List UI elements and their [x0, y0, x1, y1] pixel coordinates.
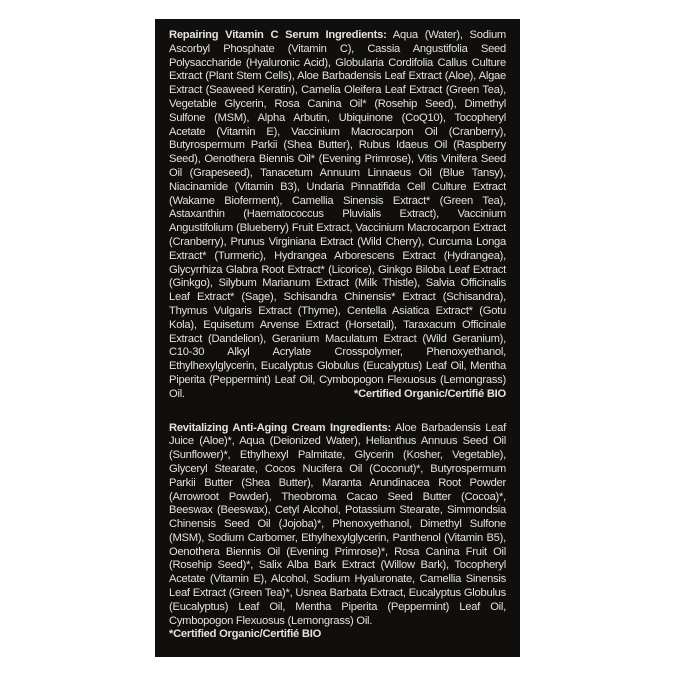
- cream-certified-organic-note: *Certified Organic/Certifié BIO: [169, 628, 322, 641]
- cream-section-title: Revitalizing Anti-Aging Cream Ingredients:: [169, 421, 391, 434]
- cream-ingredients-section: [169, 422, 506, 643]
- serum-ingredients-section: [169, 29, 506, 402]
- serum-certified-organic-note: *Certified Organic/Certifié BIO: [353, 387, 506, 400]
- serum-section-title: Repairing Vitamin C Serum Ingredients:: [169, 29, 387, 41]
- cream-ingredients-paragraph: [169, 422, 506, 629]
- cream-ingredients-text: Aloe Barbadensis Leaf Juice (Aloe)*, Aqua (Deionized Water), Helianthus Annuus Seed Oil (Sunflower)*, Ethylhexyl Palmitate, Glycerin (Kosher, Vegetable), Glyceryl Stearate, Cocos Nucifera Oil (Coconut)*, Butyrospermum Parkii Butter (Shea Butter), Maranta Arundinacea Root Powder (Arrowroot Powder), Theobroma Cacao Seed Butter (Cocoa)*, Beeswax (Beeswax), Cetyl Alcohol, Potassium Stearate, Simmondsia Chinensis Seed Oil (Jojoba)*, Phenoxyethanol, Dimethyl Sulfone (MSM), Sodium Carbomer, Ethylhexylglycerin, Panthenol (Vitamin B5), Oenothera Biennis Oil (Evening Primrose)*, Rosa Canina Fruit Oil (Rosehip Seed)*, Salix Alba Bark Extract (Willow Bark), Tocopheryl Acetate (Vitamin E), Alcohol, Sodium Hyaluronate, Camellia Sinensis Leaf Extract (Green Tea)*, Usnea Barbata Extract, Eucalyptus Globulus (Eucalyptus) Leaf Oil, Mentha Piperita (Peppermint) Leaf Oil, Cymbopogon Flexuosus (Lemongrass) Oil.: [169, 421, 506, 627]
- serum-ingredients-paragraph: [169, 29, 506, 402]
- serum-ingredients-text: Aqua (Water), Sodium Ascorbyl Phosphate (Vitamin C), Cassia Angustifolia Seed Polysaccharide (Hyaluronic Acid), Globularia Cordifolia Callus Culture Extract (Plant Stem Cells), Aloe Barbadensis Leaf Extract (Aloe), Algae Extract (Seaweed Keratin), Camelia Oleifera Leaf Extract (Green Tea), Vegetable Glycerin, Rosa Canina Oil* (Rosehip Seed), Dimethyl Sulfone (MSM), Alpha Arbutin, Ubiquinone (CoQ10), Tocopheryl Acetate (Vitamin E), Vaccinium Macrocarpon Oil (Cranberry), Butyrospermum Parkii (Shea Butter), Rubus Idaeus Oil (Raspberry Seed), Oenothera Biennis Oil* (Evening Primrose), Vitis Vinifera Seed Oil (Grapeseed), Tanacetum Annuum Linnaeus Oil (Blue Tansy), Niacinamide (Vitamin B3), Undaria Pinnatifida Cell Culture Extract (Wakame Bioferment), Camellia Sinensis Extract* (Green Tea), Astaxanthin (Haematococcus Pluvialis Extract), Vaccinium Angustifolium (Blueberry) Fruit Extract, Vaccinium Macrocarpon Extract (Cranberry), Prunus Virginiana Extract (Wild Cherry), Curcuma Longa Extract* (Turmeric), Hydrangea Arborescens Extract (Hydrangea), Glycyrrhiza Glabra Root Extract* (Licorice), Ginkgo Biloba Leaf Extract (Ginkgo), Silybum Marianum Extract (Milk Thistle), Salvia Officinalis Leaf Extract* (Sage), Schisandra Chinensis* Extract (Schisandra), Thymus Vulgaris Extract (Thyme), Centella Asiatica Extract* (Gotu Kola), Equisetum Arvense Extract (Horsetail), Taraxacum Officinale Extract (Dandelion), Geranium Maculatum Extract (Wild Geranium), C10-30 Alkyl Acrylate Crosspolymer, Phenoxyethanol, Ethylhexylglycerin, Eucalyptus Globulus (Eucalyptus) Leaf Oil, Mentha Piperita (Peppermint) Leaf Oil, Cymbopogon Flexuosus (Lemongrass) Oil.: [169, 29, 506, 400]
- ingredients-label-panel: [155, 19, 520, 657]
